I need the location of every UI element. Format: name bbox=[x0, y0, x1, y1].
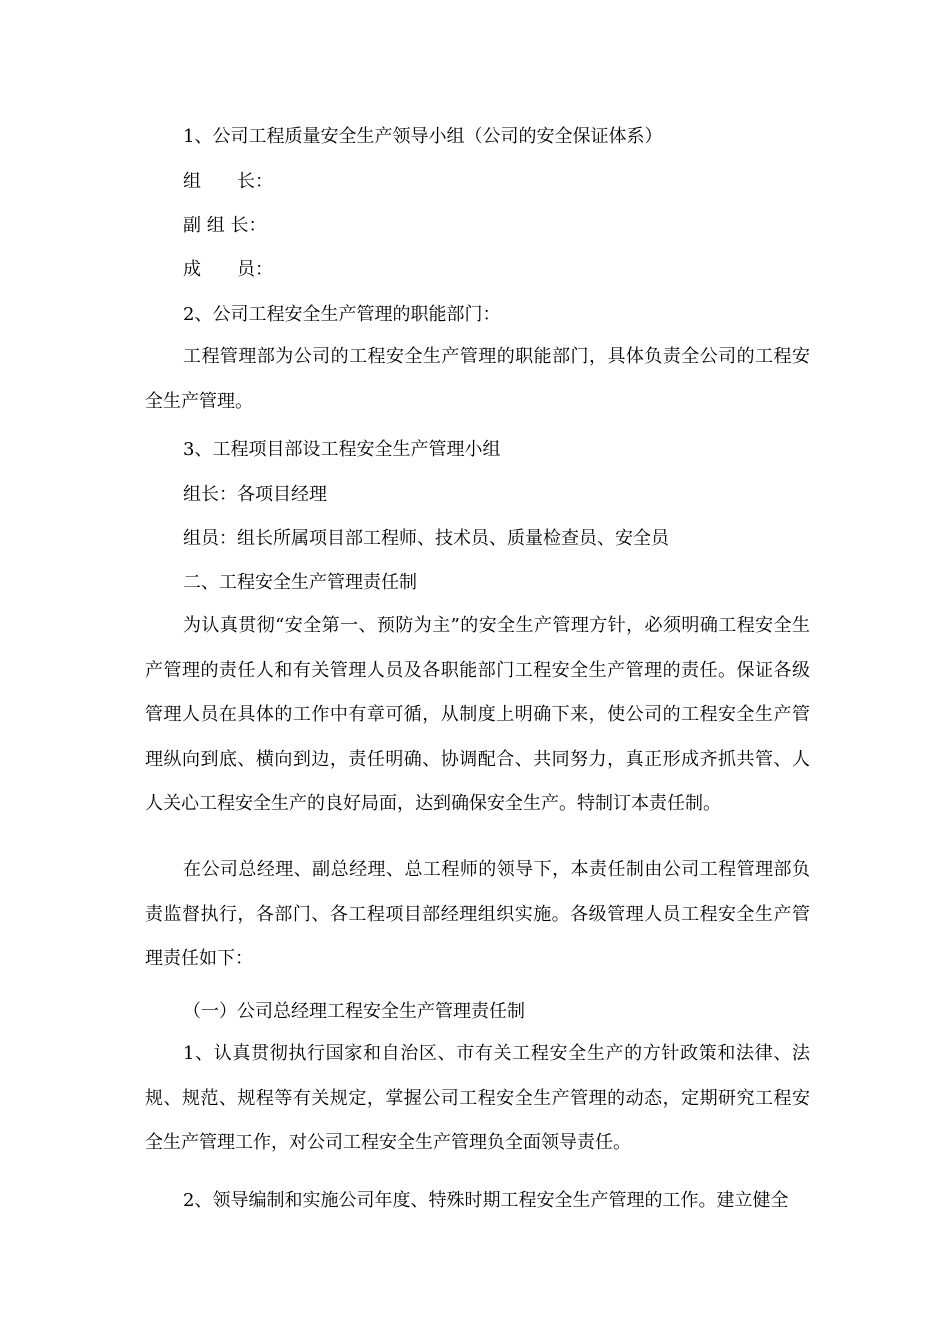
item-1-paragraph: 1、认真贯彻执行国家和自治区、市有关工程安全生产的方针政策和法律、法规、规范、规程等有关规定，掌握公司工程安全生产管理的动态，定期研究工程安全生产管理工作，对公司工程安全生产管理负全面领导责任。 bbox=[145, 1043, 810, 1154]
paragraph-dept-description: 工程管理部为公司的工程安全生产管理的职能部门，具体负责全公司的工程安全生产管理。 bbox=[145, 346, 810, 412]
paragraph-leadership: 在公司总经理、副总经理、总工程师的领导下，本责任制由公司工程管理部负责监督执行，各部门、各工程项目部经理组织实施。各级管理人员工程安全生产管理责任如下： bbox=[145, 859, 810, 970]
paragraph-purpose: 为认真贯彻“安全第一、预防为主”的安全生产管理方针，必须明确工程安全生产管理的责任人和有关管理人员及各职能部门工程安全生产管理的责任。保证各级管理人员在具体的工作中有章可循，从制度上明确下来，使公司的工程安全生产管理纵向到底、横向到边，责任明确、协调配合、共同努力，真正形成齐抓共管、人人关心工程安全生产的良好局面，达到确保安全生产。特制订本责任制。 bbox=[145, 615, 810, 815]
leader-label: 组 长： bbox=[183, 171, 273, 192]
group-members-line: 组员：组长所属项目部工程师、技术员、质量检查员、安全员 bbox=[183, 528, 669, 549]
subsection-title-general-manager: （一）公司总经理工程安全生产管理责任制 bbox=[183, 1001, 525, 1022]
heading-leadership-group: 1、公司工程质量安全生产领导小组（公司的安全保证体系） bbox=[183, 126, 663, 147]
section-title-responsibility: 二、工程安全生产管理责任制 bbox=[183, 572, 417, 593]
heading-functional-dept: 2、公司工程安全生产管理的职能部门： bbox=[183, 304, 501, 325]
group-leader-line: 组长：各项目经理 bbox=[183, 484, 327, 505]
member-label: 成 员： bbox=[183, 259, 273, 280]
heading-project-group: 3、工程项目部设工程安全生产管理小组 bbox=[183, 439, 501, 460]
item-2-paragraph: 2、领导编制和实施公司年度、特殊时期工程安全生产管理的工作。建立健全 bbox=[183, 1190, 789, 1211]
deputy-leader-label: 副 组 长： bbox=[183, 215, 267, 236]
